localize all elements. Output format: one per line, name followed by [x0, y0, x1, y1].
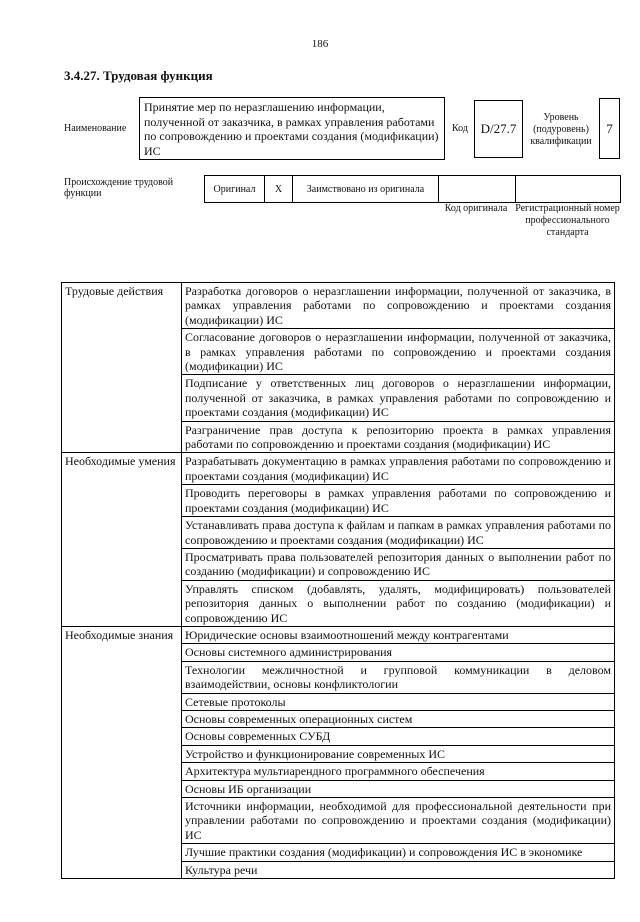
item-cell: Проводить переговоры в рамках управления работами по сопровождению и проектами создания (модификации) ИС [182, 485, 615, 517]
name-value-box: Принятие мер по неразглашению информации, полученной от заказчика, в рамках управления работами по сопровождению и проектами создания (модификации) ИС [139, 97, 445, 160]
code-original-label: Код оригинала [444, 203, 508, 214]
item-cell: Основы ИБ организации [182, 780, 615, 797]
function-table [61, 282, 615, 879]
item-cell: Просматривать права пользователей репозитория данных о выполнении работ по созданию (модификации) и сопровождению ИС [182, 548, 615, 580]
page-number: 186 [311, 38, 329, 50]
item-cell: Сетевые протоколы [182, 693, 615, 710]
item-cell: Устанавливать права доступа к файлам и папкам в рамках управления работами по сопровождению и проектами создания (модификации) ИС [182, 517, 615, 549]
reg-number-label: Регистрационный номер профессионального стандарта [515, 203, 620, 238]
table-row [62, 453, 615, 485]
origin-label: Происхождение трудовой функции [64, 177, 174, 199]
category-cell: Необходимые умения [62, 453, 182, 626]
item-cell: Разработка договоров о неразглашении информации, полученной от заказчика, в рамках управления работами по сопровождению и проектами создания (модификации) ИС [182, 283, 615, 329]
borrowed-label-cell: Заимствовано из оригинала [293, 176, 439, 203]
item-cell: Юридические основы взаимоотношений между контрагентами [182, 626, 615, 643]
category-cell: Необходимые знания [62, 626, 182, 878]
table-row [62, 283, 615, 329]
code-value-box: D/27.7 [474, 100, 523, 158]
code-label: Код [452, 123, 468, 134]
item-cell: Разрабатывать документацию в рамках управления работами по сопровождению и проектами создания (модификации) ИС [182, 453, 615, 485]
item-cell: Лучшие практики создания (модификации) и сопровождения ИС в экономике [182, 844, 615, 861]
item-cell: Основы современных СУБД [182, 728, 615, 745]
item-cell: Согласование договоров о неразглашении информации, полученной от заказчика, в рамках управления работами по сопровождению и проектами создания (модификации) ИС [182, 329, 615, 375]
name-label: Наименование [64, 123, 127, 134]
item-cell: Устройство и функционирование современных ИС [182, 745, 615, 762]
original-mark-cell: X [265, 176, 293, 203]
item-cell: Источники информации, необходимой для профессиональной деятельности при управлении работами по сопровождению и проектами создания (модификации) ИС [182, 798, 615, 844]
section-title: 3.4.27. Трудовая функция [64, 68, 213, 83]
category-cell: Трудовые действия [62, 283, 182, 453]
level-label: Уровень (подуровень) квалификации [530, 112, 592, 147]
item-cell: Культура речи [182, 861, 615, 878]
origin-table [204, 175, 621, 203]
code-original-cell [439, 176, 516, 203]
item-cell: Разграничение прав доступа к репозиторию проекта в рамках управления работами по сопровождению и проектами создания (модификации) ИС [182, 421, 615, 453]
item-cell: Основы современных операционных систем [182, 710, 615, 727]
reg-number-cell [516, 176, 621, 203]
item-cell: Подписание у ответственных лиц договоров о неразглашении информации, полученной от заказчика, в рамках управления работами по сопровождению и проектами создания (модификации) ИС [182, 375, 615, 421]
item-cell: Управлять списком (добавлять, удалять, модифицировать) пользователей репозитория данных о выполнении работ по созданию (модификации) и сопровождению ИС [182, 580, 615, 626]
level-value-box: 7 [599, 98, 620, 159]
item-cell: Основы системного администрирования [182, 644, 615, 661]
original-label-cell: Оригинал [205, 176, 265, 203]
item-cell: Архитектура мультиарендного программного обеспечения [182, 763, 615, 780]
item-cell: Технологии межличностной и групповой коммуникации в деловом взаимодействии, основы конфликтологии [182, 661, 615, 693]
table-row [62, 626, 615, 643]
